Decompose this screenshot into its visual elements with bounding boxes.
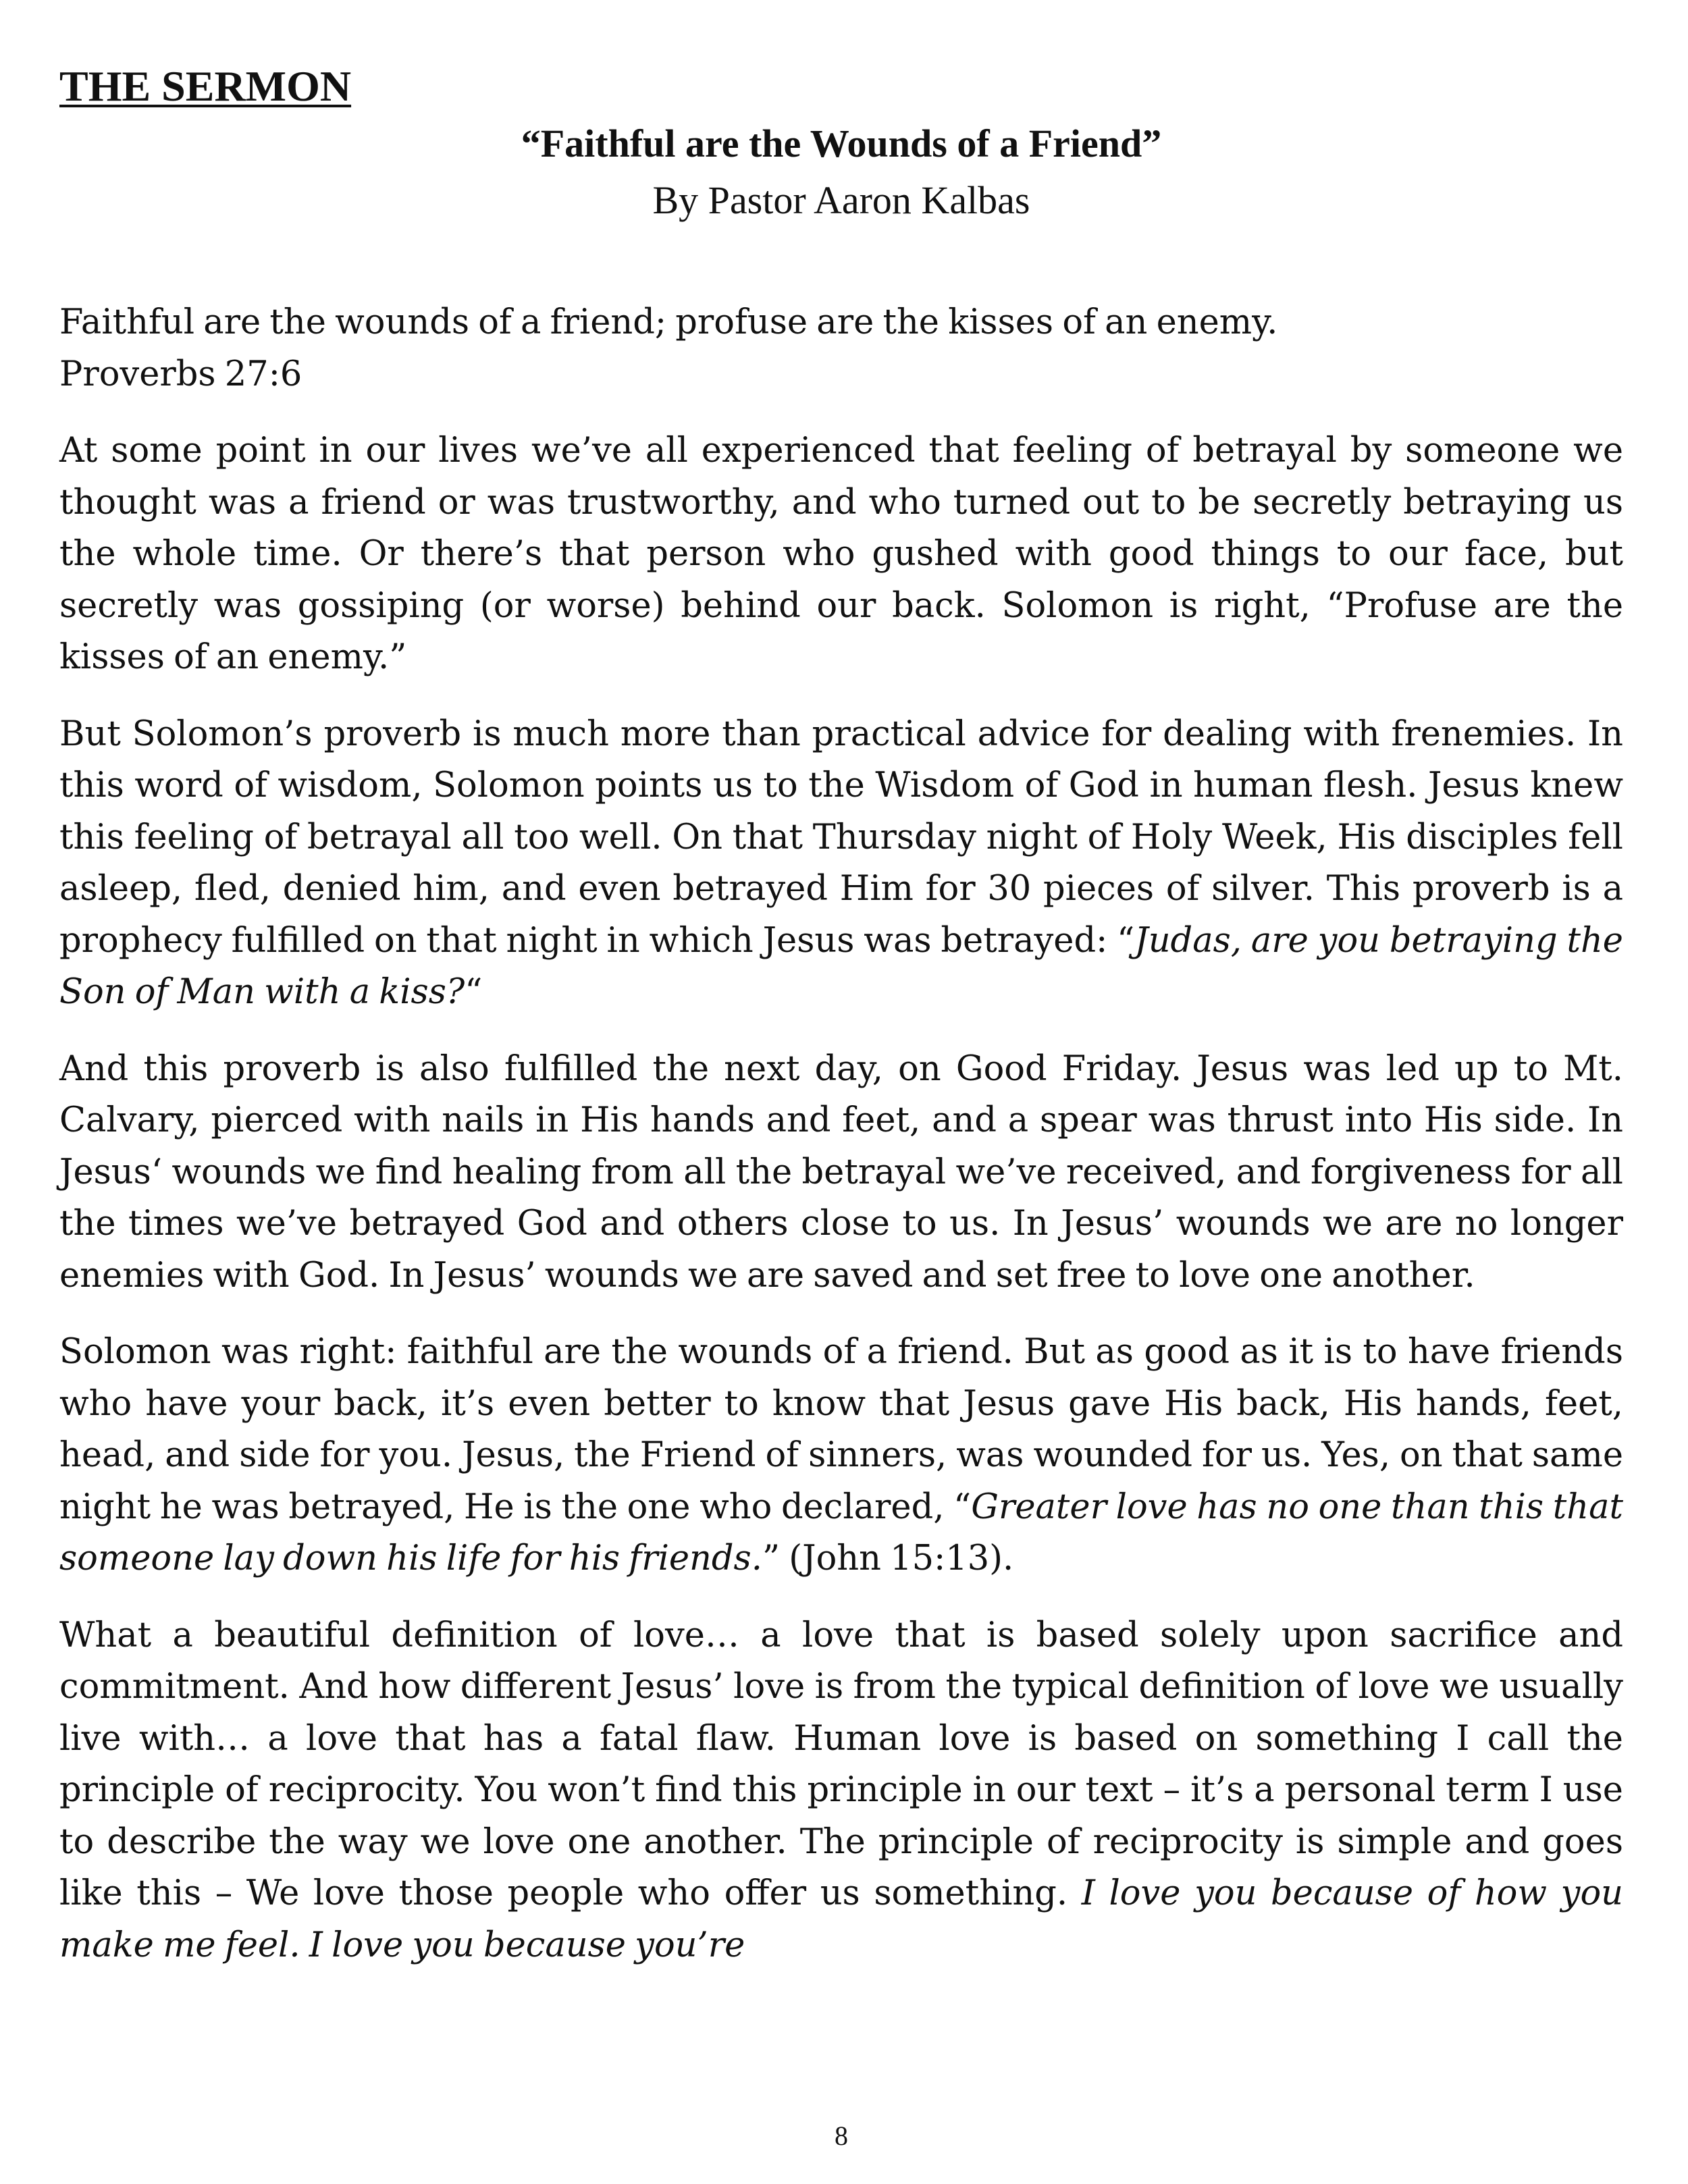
paragraph-4 [59, 1327, 1623, 1585]
paragraph-5-quote: I love you because of how you make me feel. I love you because you’re [59, 1873, 1623, 1965]
sermon-byline: By Pastor Aaron Kalbas [652, 178, 1030, 222]
section-label: THE SERMON [59, 62, 352, 110]
scripture-reference: Proverbs 27:6 [59, 354, 302, 394]
page-number: 8 [835, 2121, 848, 2151]
paragraph-2-quote: Judas, are you betraying the Son of Man with a kiss? [59, 920, 1623, 1012]
paragraph-4-text: Solomon was right: faithful are the wounds of a friend. But as good as it is to have friends who have your back, it’s even better to know that Jesus gave His back, His hands, feet, head, and side for you. Jesus, the Friend of sinners, was wounded for us. Yes, on that same night he was betrayed, He is the one who declared, “ [59, 1332, 1623, 1527]
sermon-body [59, 297, 1623, 1971]
paragraph-4-close: ” (John 15:13). [762, 1539, 1014, 1578]
paragraph-5 [59, 1610, 1623, 1972]
paragraph-2 [59, 709, 1623, 1019]
paragraph-1: At some point in our lives we’ve all experienced that feeling of betrayal by someone we thought was a friend or was trustworthy, and who turned out to be secretly betraying us the whole time. Or there’s that person who gushed with good things to our face, but secretly was gossiping (or worse) behind our back. Solomon is right, “Profuse are the kisses of an enemy.” [59, 431, 1623, 677]
scripture-text: Faithful are the wounds of a friend; profuse are the kisses of an enemy. [59, 302, 1278, 342]
scripture-verse [59, 297, 1623, 400]
paragraph-5-text: What a beautiful definition of love… a love that is based solely upon sacrifice and commitment. And how different Jesus’ love is from the typical definition of love we usually live with… a love that has a fatal flaw. Human love is based on something I call the principle of reciprocity. You won’t find this principle in our text – it’s a personal term I use to describe the way we love one another. The principle of reciprocity is simple and goes like this – We love those people who offer us something. [59, 1615, 1623, 1913]
paragraph-3: And this proverb is also fulfilled the next day, on Good Friday. Jesus was led up to Mt. Calvary, pierced with nails in His hands and feet, and a spear was thrust into His side. In Jesus‘ wounds we find healing from all the betrayal we’ve received, and forgiveness for all the times we’ve betrayed God and others close to us. In Jesus’ wounds we are no longer enemies with God. In Jesus’ wounds we are saved and set free to love one another. [59, 1048, 1623, 1296]
sermon-title: “Faithful are the Wounds of a Friend” [521, 122, 1162, 165]
paragraph-2-close: “ [465, 972, 483, 1012]
paragraph-2-text: But Solomon’s proverb is much more than practical advice for dealing with frenemies. In this word of wisdom, Solomon points us to the Wisdom of God in human flesh. Jesus knew this feeling of betrayal all too well. On that Thursday night of Holy Week, His disciples fell asleep, fled, denied him, and even betrayed Him for 30 pieces of silver. This proverb is a prophecy fulfilled on that night in which Jesus was betrayed: “ [59, 714, 1623, 961]
page [59, 0, 1623, 2184]
paragraph-4-quote: Greater love has no one than this that someone lay down his life for his friends. [59, 1487, 1623, 1578]
